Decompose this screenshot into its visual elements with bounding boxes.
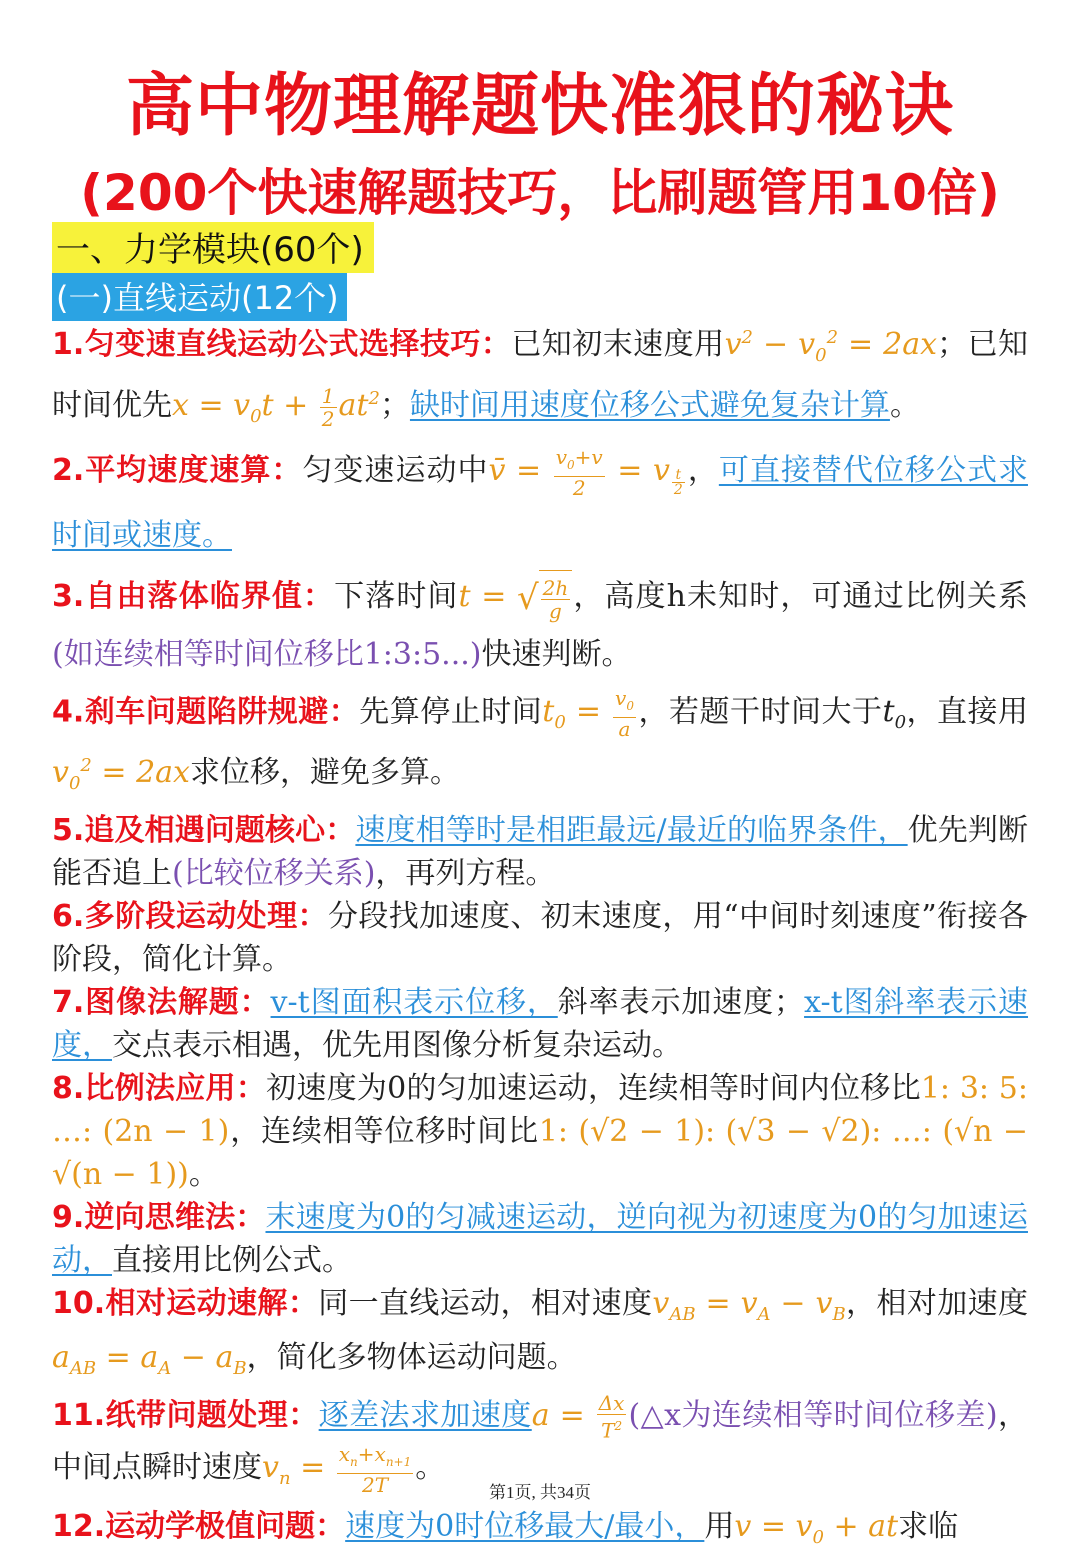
page-title: 高中物理解题快准狠的秘诀	[125, 67, 954, 146]
formula: $a_{AB} = a_A - a_B$	[52, 1340, 247, 1380]
formula: $x = v_0t$ + $\frac{1}{2}$ $at^2$	[172, 383, 380, 431]
item-label: 9.逆向思维法：	[52, 1200, 266, 1236]
list-item: 2.平均速度速算：匀变速运动中v̄ = $\frac{v_0+v}{2}$ = v $_{\frac{t}{2}}$ ，可直接替代位移公式求时间或速度。	[52, 444, 1028, 553]
item-label: 10.相对运动速解：	[52, 1286, 319, 1322]
list-item: 8.比例法应用：初速度为0的匀加速运动，连续相等时间内位移比1: 3: 5: …: (2n − 1)，连续相等位移时间比1: (√2 − 1): (√3 − √2): …: (√n − √(n − 1))。	[52, 1071, 1028, 1193]
list-item: 3.自由落体临界值：下落时间t = √ $\frac{2h}{g}$ ，高度h未知时，可通过比例关系(如连续相等时间位移比1:3:5...)快速判断。	[52, 569, 1028, 683]
item-label: 3.自由落体临界值：	[52, 579, 335, 614]
formula: t = √ $\frac{2h}{g}$	[459, 579, 573, 614]
formula: $t_0$ = $\frac{v_0}{a}$	[542, 685, 634, 741]
page-subtitle: (200个快速解题技巧，比刷题管用10倍)	[80, 164, 1000, 222]
list-item: 9.逆向思维法：末速度为0的匀减速运动，逆向视为初速度为0的匀加速运动，直接用比例公式。	[52, 1200, 1028, 1279]
formula: a = $\frac{\Delta x}{T^2}$	[531, 1391, 625, 1444]
list-item: 1.匀变速直线运动公式选择技巧：已知初末速度用$v^2 - v_0^2 = 2ax$；已知时间优先$x = v_0t$ + $\frac{1}{2}$ $at^2$；缺时间用速度位移公式避免复杂计算。	[52, 327, 1028, 431]
list-item: 5.追及相遇问题核心：速度相等时是相距最远/最近的临界条件，优先判断能否追上(比较位移关系)，再列方程。	[52, 813, 1028, 892]
list-item: 4.刹车问题陷阱规避：先算停止时间$t_0$ = $\frac{v_0}{a}$ ，若题干时间大于$t_0$，直接用$v_0^2 = 2ax$求位移，避免多算。	[52, 685, 1029, 795]
list-item: 10.相对运动速解：同一直线运动，相对速度$v_{AB} = v_A - v_B$，相对加速度$a_{AB} = a_A - a_B$，简化多物体运动问题。	[52, 1286, 1028, 1380]
list-item: 12.运动学极值问题：速度为0时位移最大/最小，用$v = v_0$ + at求临	[52, 1509, 959, 1549]
item-label: 6.多阶段运动处理：	[52, 899, 328, 935]
item-label: 7.图像法解题：	[52, 985, 271, 1021]
formula: $v^2 - v_0^2 = 2ax$	[724, 327, 938, 366]
section-heading: 一、力学模块(60个)	[52, 222, 374, 273]
list-item: 7.图像法解题：v-t图面积表示位移，斜率表示加速度；x-t图斜率表示速度，交点表示相遇，优先用图像分析复杂运动。	[52, 985, 1029, 1064]
formula: $v_{AB} = v_A - v_B$	[652, 1286, 846, 1326]
list-item: 11.纸带问题处理：逐差法求加速度a = $\frac{\Delta x}{T^2}$ (△x为连续相等时间位移差)，中间点瞬时速度$v_n$ = $\frac{x_n+x_{n+1}}{2T}$ 。	[52, 1391, 1029, 1497]
formula: $t_0$	[882, 694, 907, 734]
item-label: 12.运动学极值问题：	[52, 1509, 346, 1545]
formula: $v_n$ = $\frac{x_n+x_{n+1}}{2T}$	[262, 1441, 412, 1497]
item-label: 2.平均速度速算：	[52, 453, 303, 488]
item-label: 8.比例法应用：	[52, 1071, 267, 1107]
item-label: 1.匀变速直线运动公式选择技巧：	[52, 327, 512, 362]
page-number: 第1页, 共34页	[489, 1483, 591, 1502]
list-item: 6.多阶段运动处理：分段找加速度、初末速度，用“中间时刻速度”衔接各阶段，简化计算。	[52, 899, 1028, 978]
subsection-heading: (一)直线运动(12个)	[52, 273, 347, 321]
tips-list	[52, 316, 1028, 1559]
formula: $v_0^2 = 2ax$	[52, 755, 190, 795]
item-label: 4.刹车问题陷阱规避：	[52, 694, 360, 730]
formula: $v = v_0$ + at	[734, 1509, 899, 1549]
formula: v̄ = $\frac{v_0+v}{2}$ = v $_{\frac{t}{2}}$	[488, 444, 683, 500]
item-label: 5.追及相遇问题核心：	[52, 813, 356, 849]
item-label: 11.纸带问题处理：	[52, 1398, 319, 1434]
